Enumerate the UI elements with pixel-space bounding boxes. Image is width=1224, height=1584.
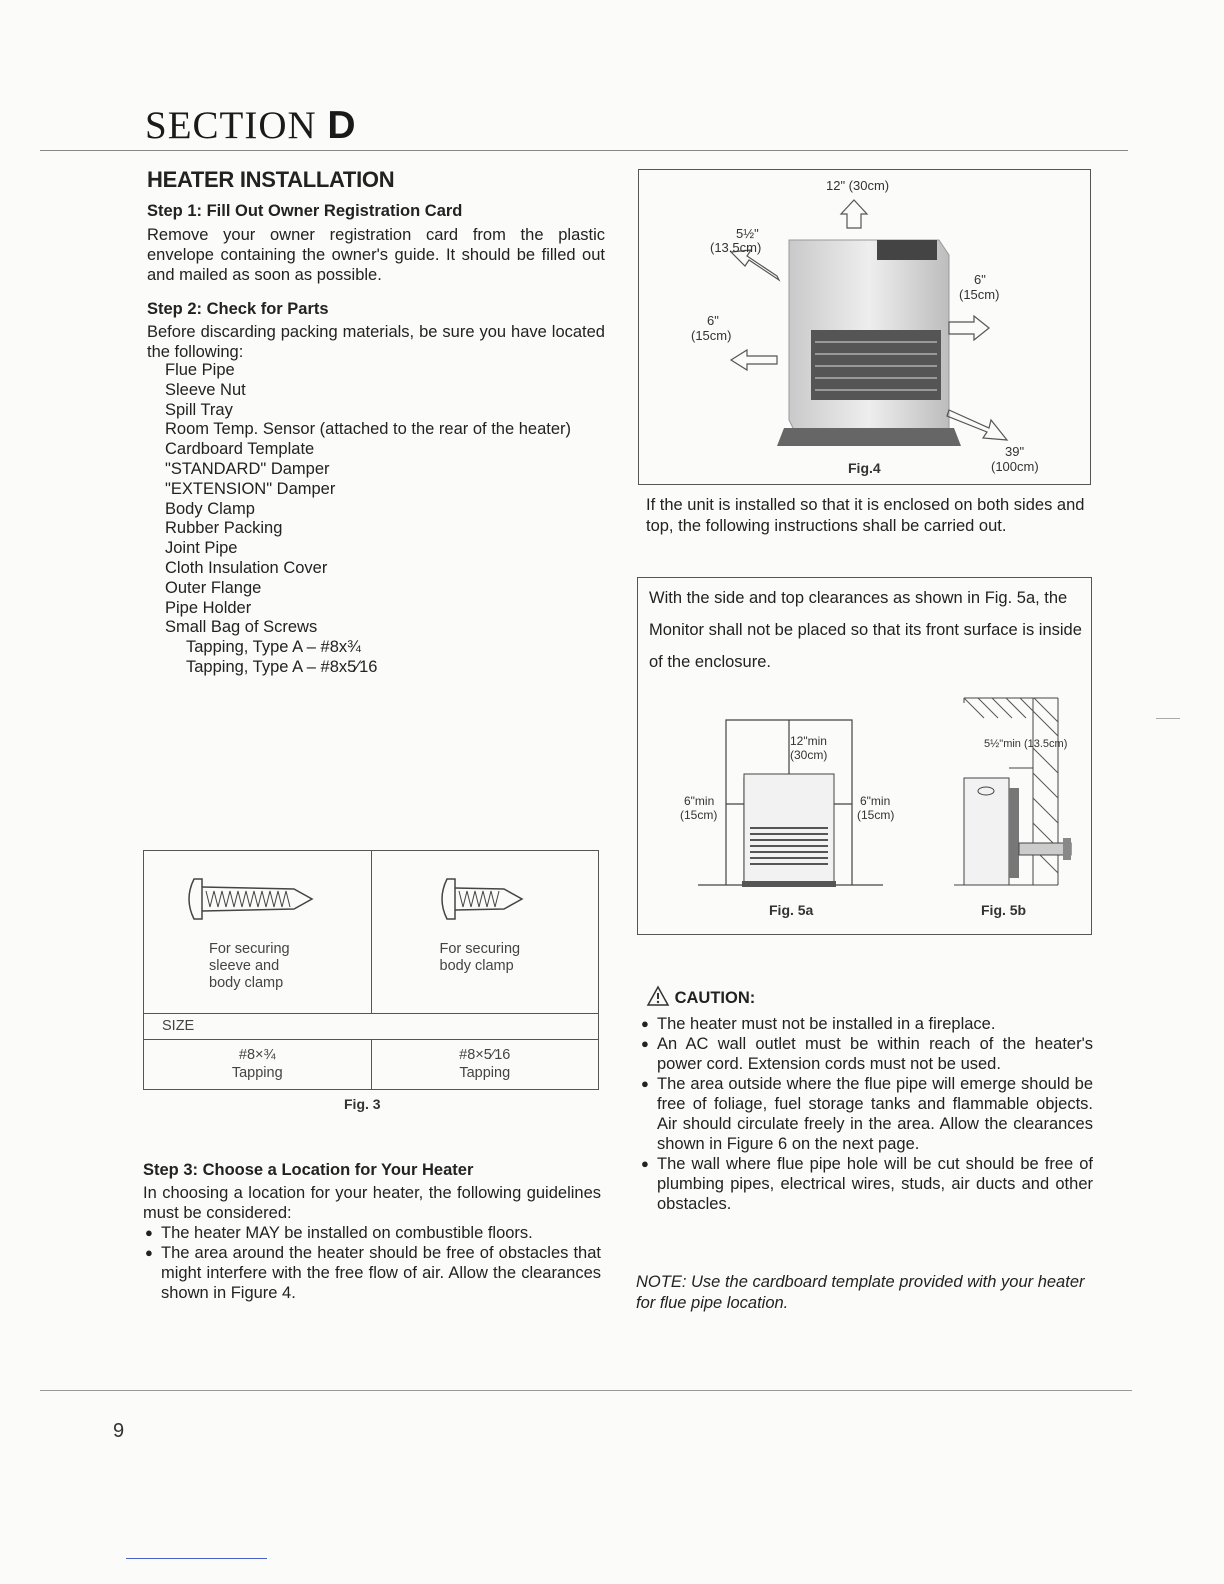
fig4-front-a: 39"	[1005, 444, 1025, 459]
fig4-lefttop-a: 5½"	[736, 226, 759, 241]
fig3-screw-table	[143, 850, 599, 1090]
screw-item: Tapping, Type A – #8x¾	[186, 638, 361, 657]
part-item: Cloth Insulation Cover	[165, 558, 328, 577]
enclosure-box	[637, 577, 1092, 935]
caution-bullet: ● The area outside where the flue pipe will emerge should be free of foliage, fuel storage tanks and flammable objects. Air should circulate freely in the area. Allow the clearances shown in Figure 6 on the next page.	[641, 1074, 1093, 1154]
section-title	[145, 103, 357, 148]
margin-mark	[1156, 718, 1180, 719]
enclosure-text: With the side and top clearances as shown in Fig. 5a, the Monitor shall not be placed so that its front surface is inside of the enclosure.	[649, 589, 1082, 671]
caution-bullet: ● The heater must not be installed in a fireplace.	[641, 1014, 1093, 1034]
fig4-top-label: 12" (30cm)	[826, 178, 890, 193]
enclosure-diagrams	[638, 578, 1091, 934]
part-item: Room Temp. Sensor (attached to the rear of the heater)	[165, 420, 571, 439]
long-screw-icon	[144, 851, 370, 931]
fig4-left-b: (15cm)	[691, 328, 732, 343]
fig5a-left-b: (15cm)	[680, 808, 718, 822]
footer-rule	[40, 1390, 1132, 1391]
fig4-lefttop-b: (13.5cm)	[710, 240, 762, 255]
header-rule	[40, 150, 1128, 151]
page-number: 9	[113, 1420, 125, 1442]
fig4-front-b: (100cm)	[991, 459, 1039, 474]
part-item: Sleeve Nut	[165, 380, 246, 399]
short-screw-icon	[372, 851, 598, 931]
size-value-1: #8×¾	[238, 1047, 276, 1063]
size-cell-1	[144, 1040, 372, 1090]
caution-bullet: ● An AC wall outlet must be within reach of the heater's power cord. Extension cords must not be used.	[641, 1034, 1093, 1074]
part-item: "EXTENSION" Damper	[165, 479, 336, 498]
part-item: Rubber Packing	[165, 519, 283, 538]
step2-intro: Before discarding packing materials, be sure you have located the following:	[147, 323, 605, 361]
parts-list	[165, 361, 603, 678]
fig4-caption: Fig.4	[848, 460, 881, 476]
part-item: Outer Flange	[165, 578, 262, 597]
note-label: NOTE:	[636, 1273, 687, 1291]
part-item: Body Clamp	[165, 499, 255, 518]
step1-text: Remove your owner registration card from the plastic envelope containing the owner's guide. It should be filled out and mailed as soon as possible.	[147, 226, 605, 284]
fig5a-caption: Fig. 5a	[769, 902, 814, 918]
screw-purpose-2: For securing body clamp	[439, 941, 521, 974]
step3-bullet: ● The heater MAY be installed on combustible floors.	[145, 1223, 601, 1243]
part-item: Flue Pipe	[165, 361, 235, 379]
note-text: Use the cardboard template provided with your heater for flue pipe location.	[636, 1273, 1085, 1312]
page-heading: HEATER INSTALLATION	[147, 167, 395, 192]
part-item: Cardboard Template	[165, 440, 315, 459]
size-cell-2	[371, 1040, 599, 1090]
fig4-right-b: (15cm)	[959, 287, 1000, 302]
fig5b-label: 5½"min (13.5cm)	[984, 738, 1068, 750]
note	[636, 1272, 1094, 1314]
fig4-right-a: 6"	[974, 272, 986, 287]
screw-cell-short	[371, 851, 599, 1014]
caution-heading	[646, 985, 755, 1008]
size-label: SIZE	[144, 1014, 599, 1040]
screw-item: Tapping, Type A – #8x5⁄16	[186, 657, 378, 676]
section-title-letter: D	[327, 104, 357, 147]
type-value-1: Tapping	[231, 1065, 283, 1081]
screw-purpose-1: For securing sleeve and body clamp	[209, 941, 290, 991]
part-item: Pipe Holder	[165, 598, 252, 617]
fig5a-right-a: 6"min	[860, 794, 891, 808]
caution-bullets	[641, 1014, 1093, 1214]
enclosed-text: If the unit is installed so that it is enclosed on both sides and top, the following instructions shall be carried out.	[646, 496, 1085, 535]
fig5a-right-b: (15cm)	[857, 808, 895, 822]
bottom-blue-line	[126, 1558, 267, 1559]
size-value-2: #8×5⁄16	[459, 1047, 511, 1063]
caution-title: CAUTION:	[674, 989, 756, 1007]
step3-bullets	[145, 1223, 601, 1303]
part-item: "STANDARD" Damper	[165, 459, 330, 478]
part-item: Spill Tray	[165, 400, 233, 419]
part-item: Small Bag of Screws	[165, 618, 318, 637]
fig5a-top-b: (30cm)	[790, 748, 828, 762]
fig4-box	[638, 169, 1091, 485]
step3-bullet: ● The area around the heater should be free of obstacles that might interfere with the free flow of air. Allow the clearances shown in Figure 4.	[145, 1243, 601, 1303]
caution-bullet: ● The wall where flue pipe hole will be cut should be free of plumbing pipes, electrical wires, studs, air ducts and other obstacles.	[641, 1154, 1093, 1214]
step3-intro: In choosing a location for your heater, the following guidelines must be considered:	[143, 1184, 601, 1222]
step3-title: Step 3: Choose a Location for Your Heater	[143, 1161, 474, 1179]
screw-cell-long	[144, 851, 372, 1014]
step2-title: Step 2: Check for Parts	[147, 300, 329, 318]
fig4-left-a: 6"	[707, 313, 719, 328]
fig5b-caption: Fig. 5b	[981, 902, 1027, 918]
part-item: Joint Pipe	[165, 539, 238, 558]
fig5a-top-a: 12"min	[790, 734, 827, 748]
section-title-word: SECTION	[145, 104, 328, 147]
warning-triangle-icon	[646, 985, 670, 1007]
type-value-2: Tapping	[459, 1065, 511, 1081]
step1-title: Step 1: Fill Out Owner Registration Card	[147, 202, 463, 220]
fig5a-left-a: 6"min	[684, 794, 715, 808]
fig3-caption: Fig. 3	[344, 1096, 381, 1112]
